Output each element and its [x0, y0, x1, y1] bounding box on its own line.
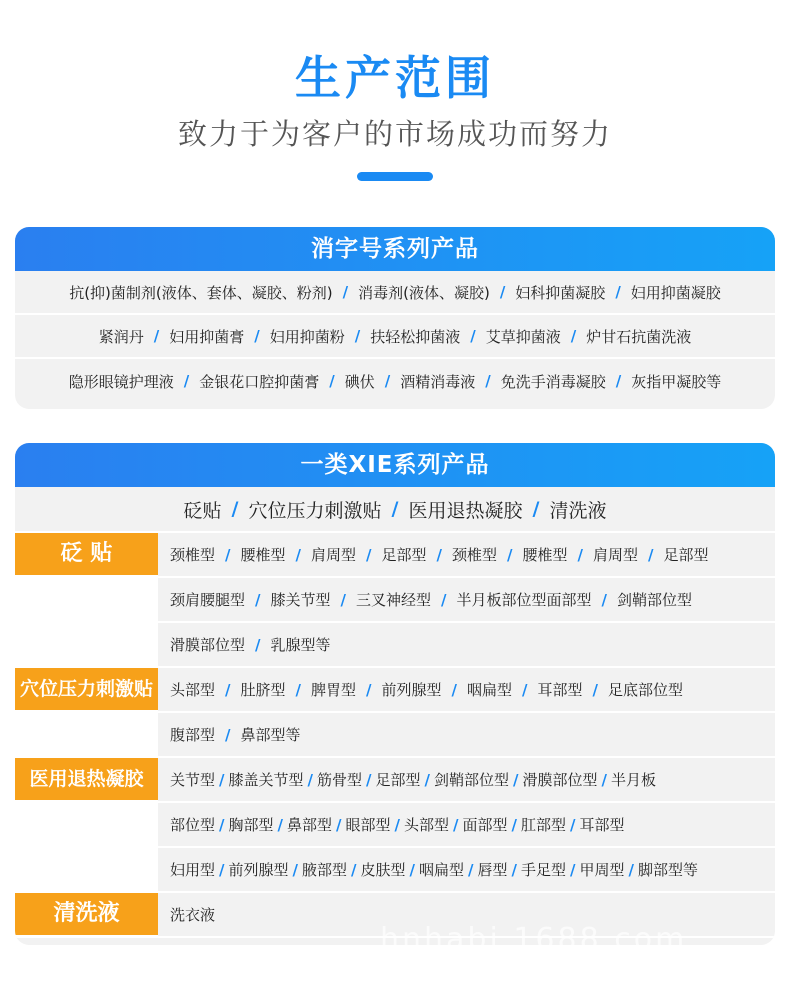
card-header: 一类XIE系列产品 [15, 443, 775, 487]
product-item: 耳部型 [537, 681, 583, 699]
separator-slash: / [225, 680, 231, 699]
separator-slash: / [468, 860, 474, 879]
separator-slash: / [453, 815, 459, 834]
separator-slash: / [436, 545, 442, 564]
separator-slash: / [255, 635, 261, 654]
hero-subtitle: 致力于为客户的市场成功而努力 [177, 117, 612, 151]
separator-slash: / [219, 815, 225, 834]
product-item: 扶轻松抑菌液 [370, 327, 461, 346]
hero-accent-bar [357, 172, 433, 181]
separator-slash: / [394, 815, 400, 834]
product-item: 颈椎型 [170, 546, 216, 564]
card-header: 消字号系列产品 [15, 227, 775, 271]
product-item: 妇科抑菌凝胶 [515, 283, 606, 302]
separator-slash: / [255, 590, 261, 609]
disinfectant-products-card [15, 227, 775, 409]
separator-slash: / [366, 770, 372, 789]
separator-slash: / [366, 545, 372, 564]
category-section [15, 533, 775, 668]
product-item: 半月板 [611, 771, 657, 789]
product-item: 金银花口腔抑菌膏 [199, 372, 320, 391]
product-item: 手足型 [521, 861, 567, 879]
product-item: 妇用型 [170, 861, 216, 879]
product-item: 部位型 [170, 816, 216, 834]
separator-slash: / [354, 327, 361, 345]
product-item: 妇用抑菌粉 [269, 327, 345, 346]
separator-slash: / [153, 327, 160, 345]
product-item: 艾草抑菌液 [485, 327, 561, 346]
product-item: 免洗手消毒凝胶 [500, 372, 606, 391]
product-item: 耳部型 [579, 816, 625, 834]
product-item: 颈椎型 [452, 546, 498, 564]
item-row [158, 893, 775, 938]
separator-slash: / [183, 372, 190, 390]
product-item: 颈肩腰腿型 [170, 591, 246, 609]
product-item: 抗(抑)菌制剂(液体、套体、凝胶、粉剂) [69, 283, 333, 302]
product-lines [15, 271, 775, 403]
product-item: 足部型 [381, 546, 427, 564]
item-row [158, 578, 775, 623]
product-item: 剑鞘部位型 [434, 771, 510, 789]
product-item: 妇用抑菌膏 [169, 327, 245, 346]
category-label: 穴位压力刺激贴 [15, 668, 158, 710]
category-label: 医用退热凝胶 [15, 758, 158, 800]
product-item: 腋部型 [302, 861, 348, 879]
separator-slash: / [532, 498, 540, 520]
product-line [15, 271, 775, 315]
item-row [158, 533, 775, 578]
product-item: 鼻部型等 [240, 726, 301, 744]
product-item: 穴位压力刺激贴 [248, 499, 382, 522]
category-section [15, 668, 775, 758]
item-row [158, 803, 775, 848]
separator-slash: / [225, 545, 231, 564]
product-item: 半月板部位型面部型 [456, 591, 592, 609]
product-item: 紧润丹 [98, 327, 144, 346]
separator-slash: / [384, 372, 391, 390]
product-item: 咽扁型 [467, 681, 513, 699]
product-item: 脚部型等 [638, 861, 699, 879]
separator-slash: / [570, 815, 576, 834]
separator-slash: / [292, 860, 298, 879]
separator-slash: / [254, 327, 260, 345]
product-item: 隐形眼镜护理液 [68, 372, 174, 391]
separator-slash: / [648, 545, 654, 564]
product-item: 头部型 [170, 681, 216, 699]
separator-slash: / [485, 372, 491, 390]
separator-slash: / [295, 680, 301, 699]
product-item: 肚脐型 [240, 681, 286, 699]
class-one-products-card [15, 443, 775, 945]
separator-slash: / [409, 860, 415, 879]
product-item: 胸部型 [228, 816, 274, 834]
product-item: 腰椎型 [522, 546, 568, 564]
category-items-column [158, 893, 775, 938]
product-item: 肩周型 [593, 546, 639, 564]
item-row [158, 623, 775, 668]
separator-slash: / [511, 860, 517, 879]
product-item: 滑膜部位型 [522, 771, 598, 789]
separator-slash: / [336, 815, 342, 834]
product-item: 肩周型 [311, 546, 357, 564]
product-item: 妇用抑菌凝胶 [630, 283, 721, 302]
product-item: 肛部型 [521, 816, 567, 834]
separator-slash: / [225, 725, 231, 744]
separator-slash: / [277, 815, 283, 834]
product-item: 灰指甲凝胶等 [631, 372, 722, 391]
product-item: 筋骨型 [317, 771, 363, 789]
separator-slash: / [628, 860, 634, 879]
item-row [158, 668, 775, 713]
category-items-column [158, 668, 775, 758]
product-item: 甲周型 [579, 861, 625, 879]
separator-slash: / [570, 327, 577, 345]
product-line [15, 315, 775, 359]
product-item: 腰椎型 [240, 546, 286, 564]
product-item: 消毒剂(液体、凝胶) [358, 283, 490, 302]
product-item: 足底部位型 [608, 681, 684, 699]
product-item: 足部型 [375, 771, 421, 789]
separator-slash: / [307, 770, 313, 789]
product-item: 眼部型 [345, 816, 391, 834]
separator-slash: / [366, 680, 372, 699]
category-label-column [15, 893, 158, 938]
product-item: 咽扁型 [419, 861, 465, 879]
separator-slash: / [340, 590, 346, 609]
separator-slash: / [601, 770, 607, 789]
separator-slash: / [391, 498, 399, 520]
product-item: 膝盖关节型 [228, 771, 304, 789]
product-item: 医用退热凝胶 [408, 499, 523, 522]
product-item: 乳腺型等 [270, 636, 331, 654]
product-item: 洗衣液 [170, 906, 216, 924]
category-label: 砭 贴 [15, 533, 158, 575]
product-item: 三叉神经型 [356, 591, 432, 609]
item-row [158, 758, 775, 803]
category-label-column [15, 668, 158, 758]
product-item: 前列腺型 [228, 861, 289, 879]
category-label: 清洗液 [15, 893, 158, 935]
product-item: 皮肤型 [360, 861, 406, 879]
watermark: hnhabi.1688.com [380, 922, 688, 957]
separator-slash: / [507, 545, 513, 564]
separator-slash: / [451, 680, 457, 699]
separator-slash: / [329, 372, 335, 390]
item-row [158, 713, 775, 758]
product-item: 酒精消毒液 [400, 372, 476, 391]
category-sections [15, 533, 775, 938]
product-item: 脾胃型 [311, 681, 357, 699]
category-items-column [158, 533, 775, 668]
product-item: 头部型 [404, 816, 450, 834]
separator-slash: / [615, 372, 622, 390]
product-item: 足部型 [663, 546, 709, 564]
separator-slash: / [511, 815, 517, 834]
separator-slash: / [342, 283, 349, 301]
product-item: 炉甘石抗菌洗液 [586, 327, 692, 346]
category-section [15, 893, 775, 938]
category-section [15, 758, 775, 893]
separator-slash: / [577, 545, 583, 564]
category-line [15, 487, 775, 533]
separator-slash: / [592, 680, 598, 699]
category-items-column [158, 758, 775, 893]
separator-slash: / [513, 770, 519, 789]
product-item: 腹部型 [170, 726, 216, 744]
separator-slash: / [470, 327, 476, 345]
separator-slash: / [441, 590, 447, 609]
separator-slash: / [615, 283, 621, 301]
item-row [158, 848, 775, 893]
separator-slash: / [499, 283, 506, 301]
product-item: 前列腺型 [381, 681, 442, 699]
separator-slash: / [522, 680, 528, 699]
separator-slash: / [219, 860, 225, 879]
product-item: 砭贴 [183, 499, 222, 522]
separator-slash: / [295, 545, 301, 564]
separator-slash: / [351, 860, 357, 879]
hero-title: 生产范围 [295, 51, 495, 105]
product-item: 唇型 [477, 861, 508, 879]
separator-slash: / [424, 770, 430, 789]
product-item: 滑膜部位型 [170, 636, 246, 654]
product-item: 碘伏 [344, 372, 375, 391]
product-item: 关节型 [170, 771, 216, 789]
separator-slash: / [601, 590, 607, 609]
product-item: 剑鞘部位型 [617, 591, 693, 609]
separator-slash: / [231, 498, 239, 520]
separator-slash: / [570, 860, 576, 879]
separator-slash: / [219, 770, 225, 789]
product-item: 清洗液 [549, 499, 607, 522]
product-item: 膝关节型 [270, 591, 331, 609]
category-label-column [15, 533, 158, 668]
category-label-column [15, 758, 158, 893]
product-item: 鼻部型 [287, 816, 333, 834]
product-item: 面部型 [462, 816, 508, 834]
product-line [15, 359, 775, 403]
